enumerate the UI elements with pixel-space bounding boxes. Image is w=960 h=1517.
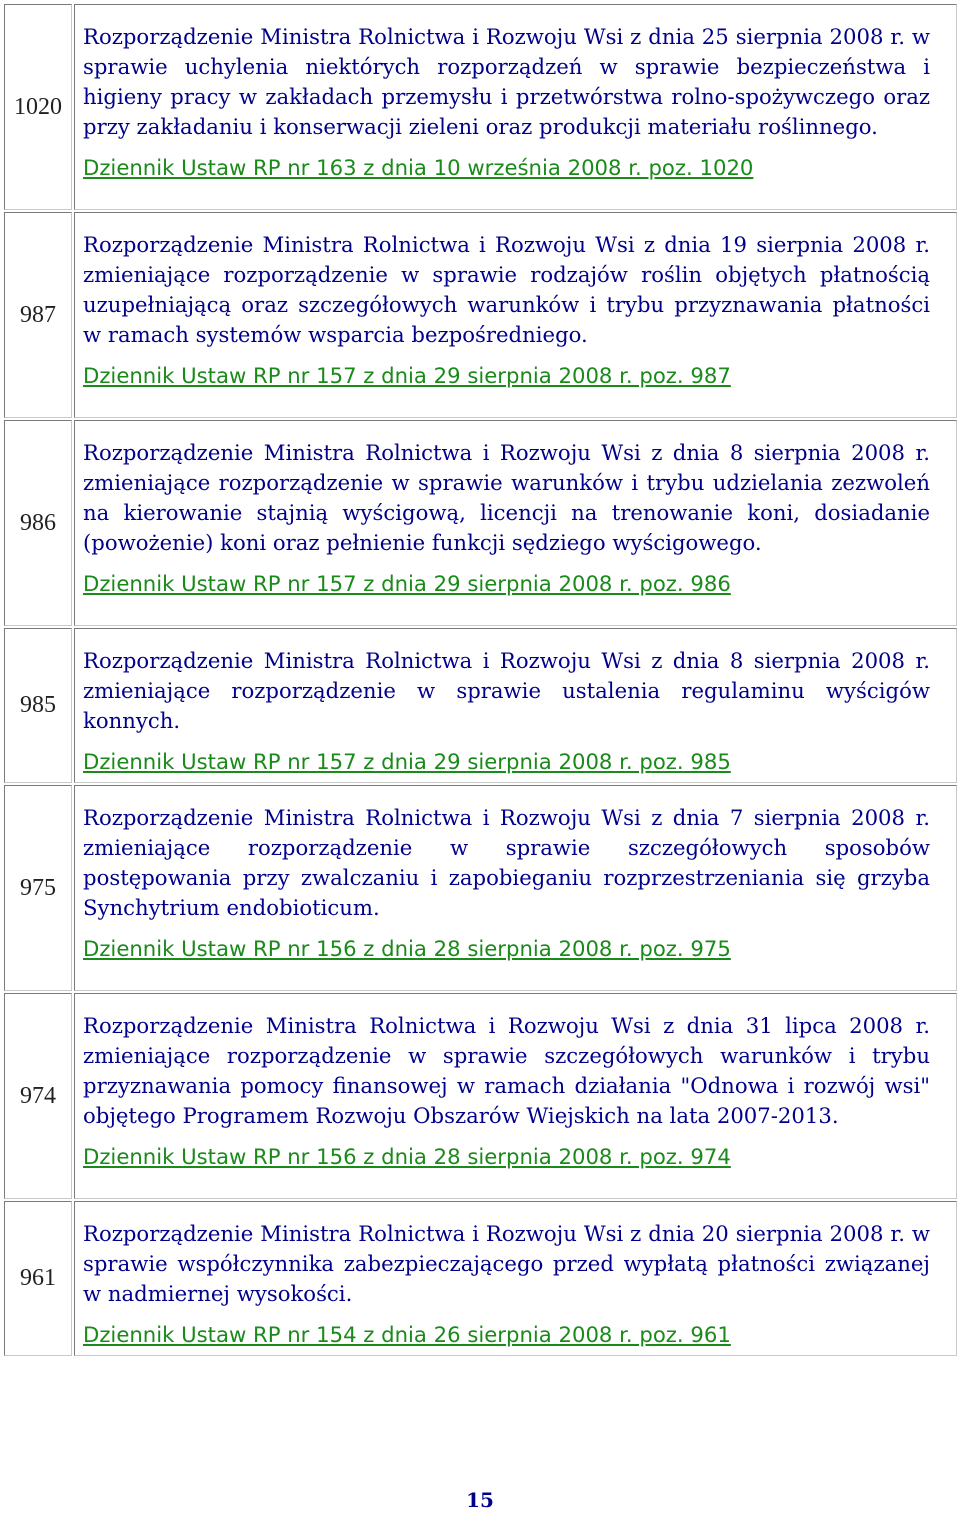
journal-link[interactable]: Dziennik Ustaw RP nr 156 z dnia 28 sierpnia 2008 r. poz. 975 xyxy=(83,936,731,961)
table-row xyxy=(4,628,957,783)
entry-content xyxy=(74,4,957,210)
entry-content xyxy=(74,1201,957,1356)
entry-content xyxy=(74,420,957,626)
journal-link[interactable]: Dziennik Ustaw RP nr 157 z dnia 29 sierpnia 2008 r. poz. 987 xyxy=(83,363,731,388)
entry-content xyxy=(74,212,957,418)
entry-description: Rozporządzenie Ministra Rolnictwa i Rozwoju Wsi z dnia 8 sierpnia 2008 r. zmieniające rozporządzenie w sprawie ustalenia regulaminu wyścigów konnych. xyxy=(83,648,930,733)
journal-link[interactable]: Dziennik Ustaw RP nr 156 z dnia 28 sierpnia 2008 r. poz. 974 xyxy=(83,1144,731,1169)
entry-description: Rozporządzenie Ministra Rolnictwa i Rozwoju Wsi z dnia 19 sierpnia 2008 r. zmieniające rozporządzenie w sprawie rodzajów roślin objętych płatnością uzupełniającą oraz szczegółowych warunków i trybu przyznawania płatności w ramach systemów wsparcia bezpośredniego. xyxy=(83,232,930,347)
table-row xyxy=(4,993,957,1199)
entry-description: Rozporządzenie Ministra Rolnictwa i Rozwoju Wsi z dnia 20 sierpnia 2008 r. w sprawie współczynnika zabezpieczającego przed wypłatą płatności związanej w nadmiernej wysokości. xyxy=(83,1221,930,1306)
entry-number: 986 xyxy=(4,420,72,626)
entry-content xyxy=(74,628,957,783)
table-row xyxy=(4,212,957,418)
page-number: 15 xyxy=(466,1488,494,1512)
table-row xyxy=(4,785,957,991)
entry-description: Rozporządzenie Ministra Rolnictwa i Rozwoju Wsi z dnia 8 sierpnia 2008 r. zmieniające rozporządzenie w sprawie warunków i trybu udzielania zezwoleń na kierowanie stajnią wyścigową, licencji na trenowanie koni, dosiadanie (powożenie) koni oraz pełnienie funkcji sędziego wyścigowego. xyxy=(83,440,930,555)
table-row xyxy=(4,420,957,626)
journal-link[interactable]: Dziennik Ustaw RP nr 157 z dnia 29 sierpnia 2008 r. poz. 985 xyxy=(83,749,731,774)
entry-description: Rozporządzenie Ministra Rolnictwa i Rozwoju Wsi z dnia 31 lipca 2008 r. zmieniające rozporządzenie w sprawie szczegółowych warunków i trybu przyznawania pomocy finansowej w ramach działania "Odnowa i rozwój wsi" objętego Programem Rozwoju Obszarów Wiejskich na lata 2007-2013. xyxy=(83,1013,930,1128)
regulations-table xyxy=(2,2,959,1358)
entry-content xyxy=(74,785,957,991)
entry-content xyxy=(74,993,957,1199)
entry-number: 974 xyxy=(4,993,72,1199)
journal-link[interactable]: Dziennik Ustaw RP nr 163 z dnia 10 września 2008 r. poz. 1020 xyxy=(83,155,754,180)
journal-link[interactable]: Dziennik Ustaw RP nr 157 z dnia 29 sierpnia 2008 r. poz. 986 xyxy=(83,571,731,596)
entry-number: 987 xyxy=(4,212,72,418)
entry-description: Rozporządzenie Ministra Rolnictwa i Rozwoju Wsi z dnia 7 sierpnia 2008 r. zmieniające rozporządzenie w sprawie szczegółowych sposobów postępowania przy zwalczaniu i zapobieganiu rozprzestrzeniania się grzyba Synchytrium endobioticum. xyxy=(83,805,930,920)
journal-link[interactable]: Dziennik Ustaw RP nr 154 z dnia 26 sierpnia 2008 r. poz. 961 xyxy=(83,1322,731,1347)
entry-description: Rozporządzenie Ministra Rolnictwa i Rozwoju Wsi z dnia 25 sierpnia 2008 r. w sprawie uchylenia niektórych rozporządzeń w sprawie bezpieczeństwa i higieny pracy w zakładach przemysłu i przetwórstwa rolno-spożywczego oraz przy zakładaniu i konserwacji zieleni oraz produkcji materiału roślinnego. xyxy=(83,24,930,139)
entry-number: 961 xyxy=(4,1201,72,1356)
table-row xyxy=(4,1201,957,1356)
table-row xyxy=(4,4,957,210)
entry-number: 985 xyxy=(4,628,72,783)
entry-number: 975 xyxy=(4,785,72,991)
entry-number: 1020 xyxy=(4,4,72,210)
